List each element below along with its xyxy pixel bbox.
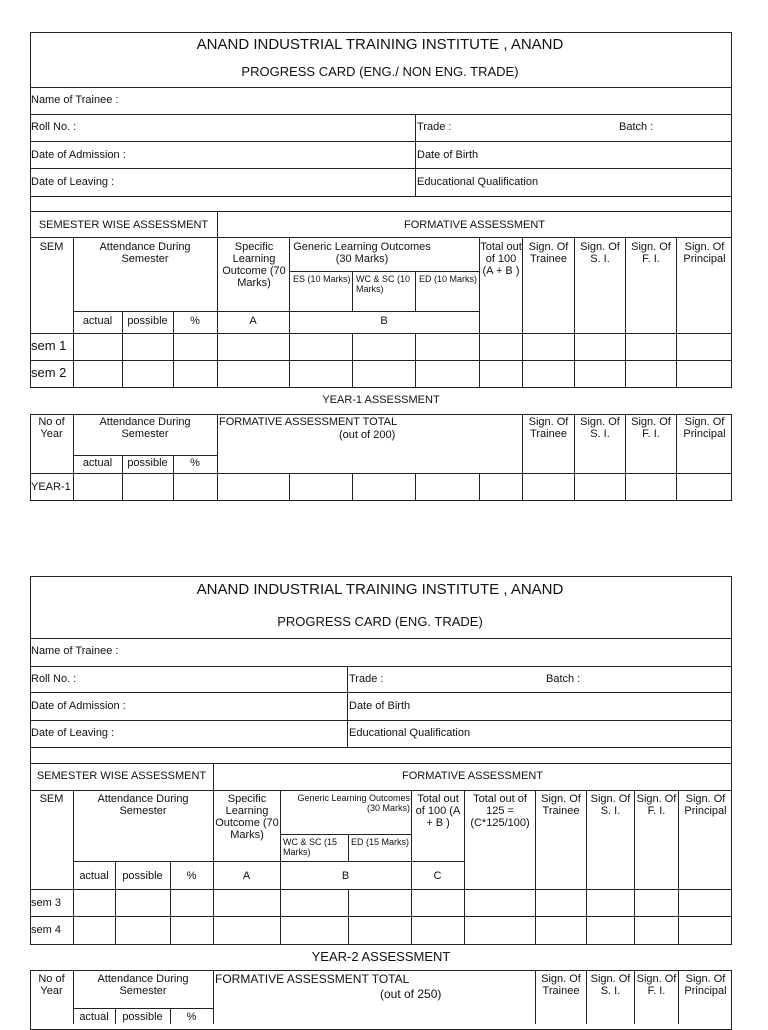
card1-batch-label: Batch : [619,121,654,133]
card2-year-col-sign-fi: Sign. Of F. I. [636,973,677,997]
card1-formative-heading: FORMATIVE ASSESSMENT [404,219,545,231]
card2-sub-actual: actual [79,870,109,882]
card1-institute-title: ANAND INDUSTRIAL TRAINING INSTITUTE , ANAND [196,36,564,53]
card2-sub-percent: % [186,870,197,882]
card2-year-col-sign-si: Sign. Of S. I. [590,973,631,997]
card2-sem-assessment-heading: SEMESTER WISE ASSESSMENT [36,770,207,782]
card1-name-label: Name of Trainee : [31,94,119,106]
card1-year-col-total: FORMATIVE ASSESSMENT TOTAL [219,416,398,428]
card2-col-sign-principal: Sign. Of Principal [684,793,727,817]
card2-name-label: Name of Trainee : [31,645,119,657]
card1-year-sub-possible: possible [127,457,168,469]
card2-year-col-no: No of Year [38,973,65,997]
card2-formative-heading: FORMATIVE ASSESSMENT [402,770,543,782]
card1-sub-percent: % [190,315,200,327]
card2-col-slo: Specific Learning Outcome (70 Marks) [215,793,279,841]
card2-col-glo: Generic Learning Outcomes (30 Marks) [297,793,410,813]
card2-year-col-attendance: Attendance During Semester [97,973,189,997]
card2-year-sub-actual: actual [79,1011,109,1023]
card2-col-sign-fi: Sign. Of F. I. [636,793,677,817]
card1-col-sign-principal: Sign. Of Principal [683,241,726,265]
card2-year-title: YEAR-2 ASSESSMENT [311,949,451,964]
card1-col-glo: Generic Learning Outcomes (30 Marks) [293,241,431,265]
card1-year-col-attendance: Attendance During Semester [99,416,191,440]
card1-col-sign-fi: Sign. Of F. I. [631,241,671,265]
card1-roll-label: Roll No. : [31,121,77,133]
card1-year-col-sign-principal: Sign. Of Principal [683,416,726,440]
card1-col-sign-si: Sign. Of S. I. [580,241,620,265]
card1-admission-label: Date of Admission : [31,149,126,161]
card1-year-sub-percent: % [190,457,200,469]
card1-col-attendance: Attendance During Semester [99,241,191,265]
card1-dob-label: Date of Birth [417,149,479,161]
card2-dob-label: Date of Birth [349,700,411,712]
card1-qualification-label: Educational Qualification [417,176,539,188]
card1-sub-b: B [380,315,388,327]
card1-year-col-no: No of Year [38,416,65,440]
card1-year-sub-actual: actual [82,457,113,469]
card1-col-sem: SEM [39,241,64,253]
card2-year-col-sign-principal: Sign. Of Principal [684,973,727,997]
card1-col-slo: Specific Learning Outcome (70 Marks) [222,241,286,289]
card2-batch-label: Batch : [546,673,581,685]
card1-row-label: sem 1 [31,338,67,353]
card2-year-sub-percent: % [186,1011,197,1023]
card2-qualification-label: Educational Qualification [349,727,471,739]
card1-sub-a: A [249,315,257,327]
card1-subtitle: PROGRESS CARD (ENG./ NON ENG. TRADE) [241,64,519,79]
card2-subtitle: PROGRESS CARD (ENG. TRADE) [277,614,483,629]
card2-row-label: sem 4 [31,924,61,936]
card2-row-label: sem 3 [31,897,61,909]
card1-year-col-total-sub: (out of 200) [339,429,396,441]
card1-year-col-sign-fi: Sign. Of F. I. [631,416,671,440]
card1-sub-actual: actual [82,315,113,327]
card2-admission-label: Date of Admission : [31,700,126,712]
card2-year-sub-possible: possible [122,1011,163,1023]
card2-col-attendance: Attendance During Semester [97,793,189,817]
card1-leaving-label: Date of Leaving : [31,176,115,188]
card1-row-label: sem 2 [31,365,67,380]
card2-sub-possible: possible [122,870,163,882]
card1-year-col-sign-trainee: Sign. Of Trainee [528,416,569,440]
card2-year-col-total: FORMATIVE ASSESSMENT TOTAL [215,972,410,986]
card2-year-col-total-sub: (out of 250) [380,987,442,1001]
card1-sem-assessment-heading: SEMESTER WISE ASSESSMENT [38,219,209,231]
card1-col-wcsc: WC & SC (10 Marks) [356,274,411,294]
card2-trade-label: Trade : [349,673,384,685]
card1-col-total: Total out of 100 (A + B ) [480,241,522,277]
card1-year-title: YEAR-1 ASSESSMENT [322,394,440,406]
card2-sub-c: C [433,870,442,882]
card2-col-ed: ED (15 Marks) [351,837,410,847]
card1-sub-possible: possible [127,315,168,327]
card2-col-wcsc: WC & SC (15 Marks) [283,837,338,857]
card2-sub-a: A [242,870,251,882]
card2-sub-b: B [341,870,350,882]
card1-col-ed: ED (10 Marks) [419,274,478,284]
card1-col-sign-trainee: Sign. Of Trainee [528,241,569,265]
card1-year-col-sign-si: Sign. Of S. I. [580,416,620,440]
card1-trade-label: Trade : [417,121,452,133]
card2-col-total100: Total out of 100 (A + B ) [415,793,461,829]
card2-institute-title: ANAND INDUSTRIAL TRAINING INSTITUTE , ANAND [196,581,564,598]
card2-col-sign-si: Sign. Of S. I. [590,793,631,817]
card1-col-es: ES (10 Marks) [293,274,351,284]
card2-year-col-sign-trainee: Sign. Of Trainee [541,973,581,997]
card2-col-sem: SEM [39,793,64,805]
card1-year-row: YEAR-1 [31,481,71,493]
card2-col-sign-trainee: Sign. Of Trainee [541,793,581,817]
card2-roll-label: Roll No. : [31,673,77,685]
card2-leaving-label: Date of Leaving : [31,727,115,739]
card2-col-total125: Total out of 125 = (C*125/100) [470,793,530,829]
